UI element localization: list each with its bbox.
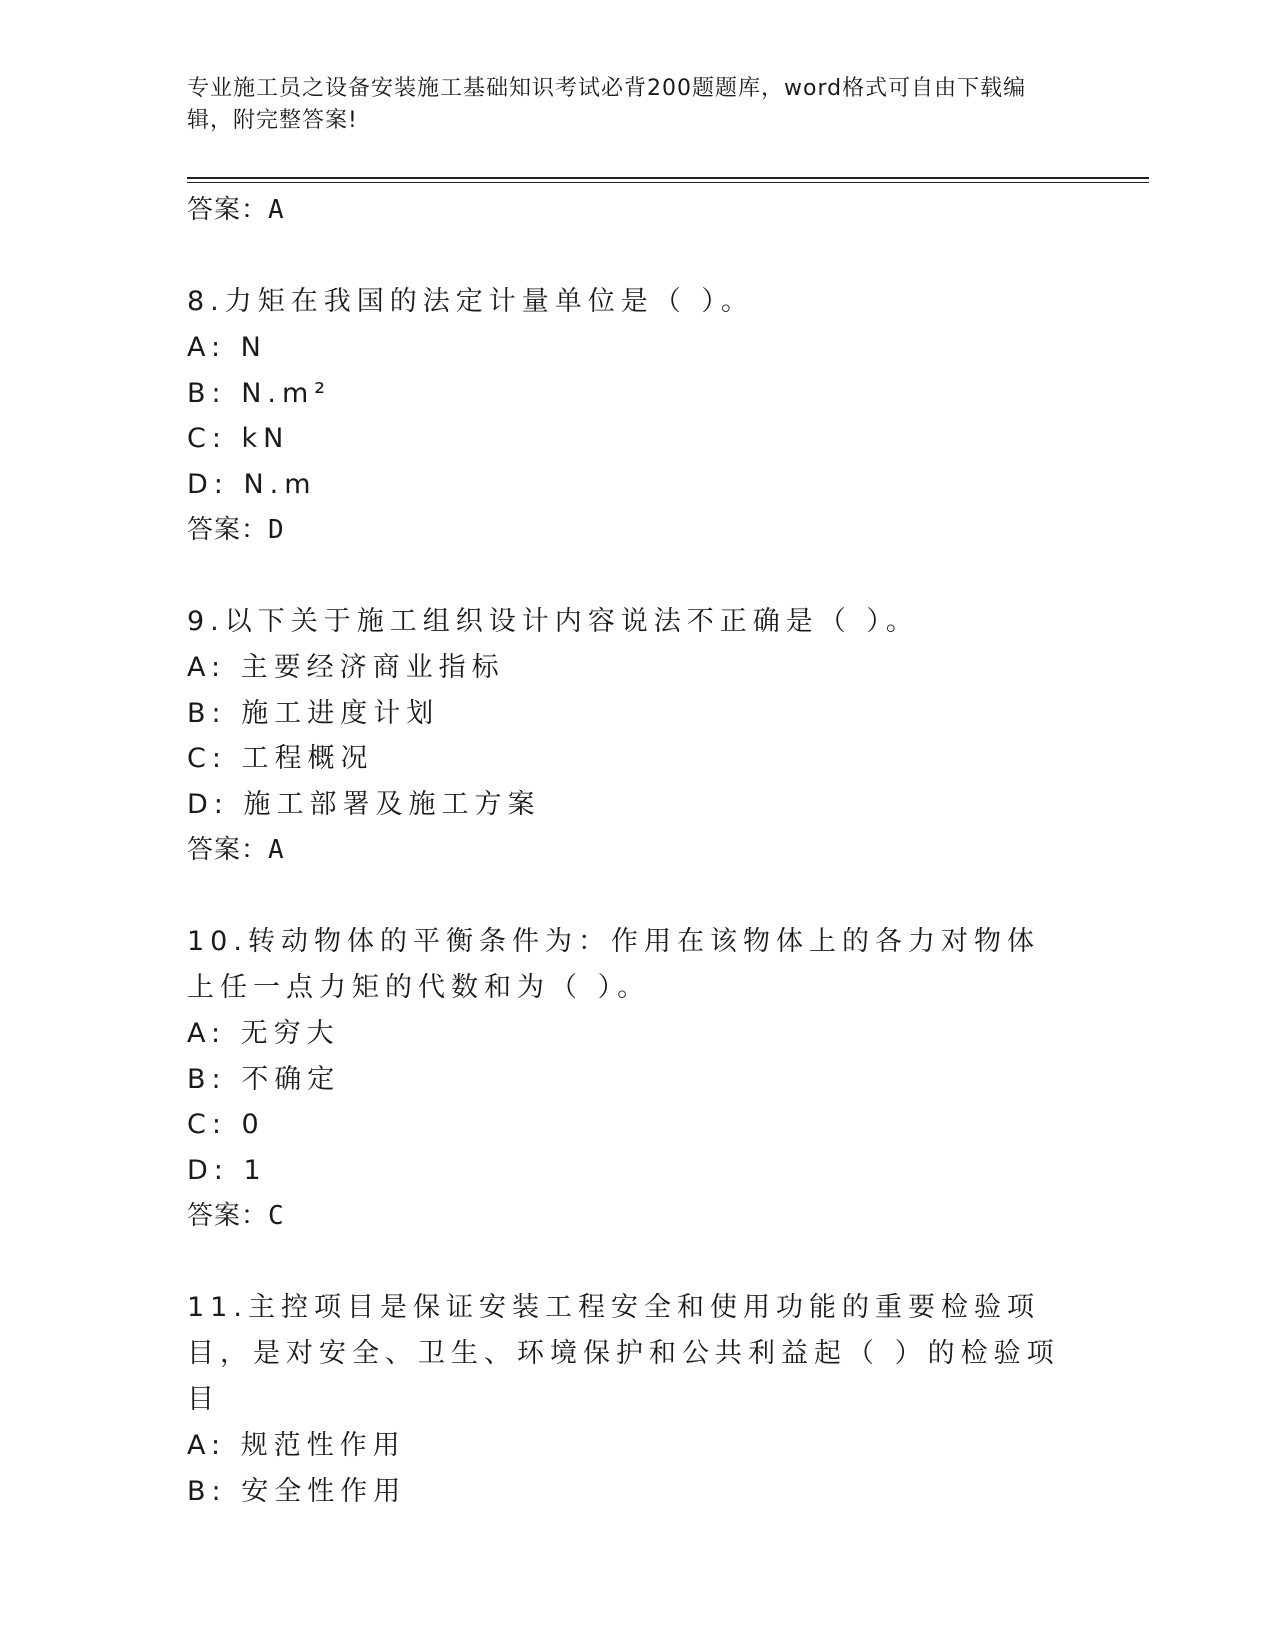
question-block <box>187 279 1067 553</box>
question-list <box>187 187 1067 1514</box>
option-b: B: 安全性作用 <box>187 1475 407 1507</box>
answer-line: 答案：D <box>187 515 285 545</box>
option-d: D: 1 <box>187 1154 267 1186</box>
document-header-title: 专业施工员之设备安装施工基础知识考试必背200题题库，word格式可自由下载编辑，附完整答案! <box>187 76 1027 133</box>
option-b: B: 施工进度计划 <box>187 697 440 729</box>
question-block <box>187 599 1067 873</box>
answer-line: 答案：A <box>187 195 285 225</box>
option-d: D: N.m <box>187 468 317 500</box>
option-a: A: 主要经济商业指标 <box>187 652 505 683</box>
question-stem: 9.以下关于施工组织设计内容说法不正确是（ ）。 <box>187 606 919 637</box>
option-b: B: 不确定 <box>187 1063 341 1095</box>
answer-line: 答案：A <box>187 835 285 865</box>
option-a: A: 规范性作用 <box>187 1430 406 1461</box>
header-divider-thick <box>187 177 1149 179</box>
question-stem: 10.转动物体的平衡条件为：作用在该物体上的各力对物体上任一点力矩的代数和为（ ）。 <box>187 926 1040 1003</box>
option-c: C: 0 <box>187 1109 265 1140</box>
option-a: A: 无穷大 <box>187 1018 340 1049</box>
question-block <box>187 1285 1067 1514</box>
option-b: B: N.m² <box>187 377 332 409</box>
option-d: D: 施工部署及施工方案 <box>187 788 541 820</box>
question-stem: 11.主控项目是保证安装工程安全和使用功能的重要检验项目，是对安全、卫生、环境保护和公共利益起（ ）的检验项目 <box>187 1292 1060 1415</box>
question-block <box>187 919 1067 1239</box>
option-c: C: 工程概况 <box>187 743 374 774</box>
option-a: A: N <box>187 332 267 363</box>
option-c: C: kN <box>187 423 290 454</box>
header-divider-thin <box>187 182 1149 183</box>
question-stem: 8.力矩在我国的法定计量单位是（ ）。 <box>187 286 754 317</box>
answer-line: 答案：C <box>187 1201 285 1231</box>
